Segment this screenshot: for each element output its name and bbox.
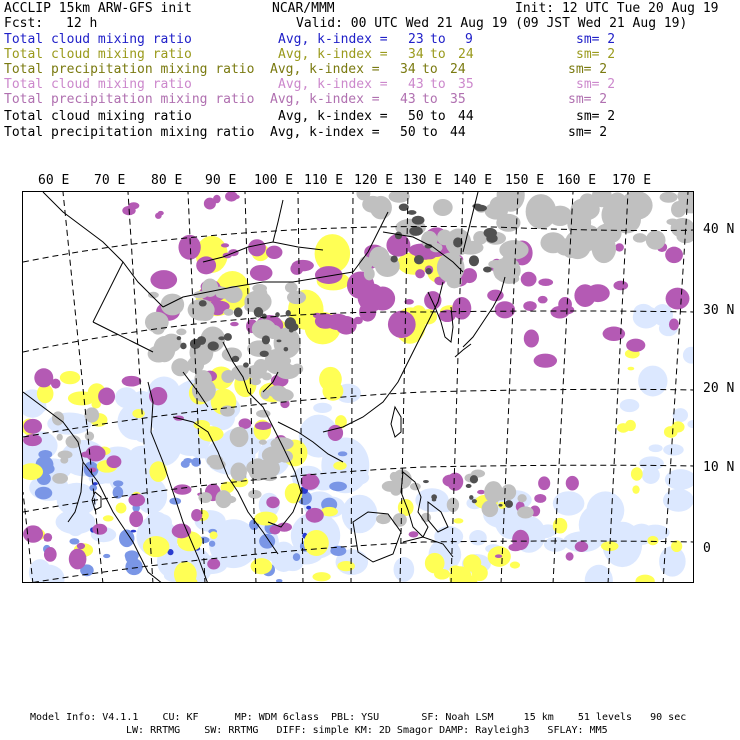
cloud-field-yellow bbox=[132, 409, 144, 418]
cloud-field-light bbox=[683, 347, 694, 364]
model-info-line2: LW: RRTMG SW: RRTMG DIFF: simple KM: 2D Smagor DAMP: Rayleigh3 SFLAY: MM5 bbox=[126, 725, 608, 736]
cloud-field-dark-gray bbox=[260, 351, 269, 357]
cloud-field-dark-gray bbox=[391, 256, 398, 263]
cloud-field-dark-gray bbox=[423, 480, 429, 483]
cloud-field-gray bbox=[389, 192, 410, 203]
cloud-field-purple bbox=[204, 198, 216, 210]
cloud-field-light bbox=[663, 444, 684, 455]
legend-k2: 35 bbox=[458, 77, 474, 92]
cloud-field-yellow bbox=[210, 531, 218, 539]
cloud-field-yellow bbox=[631, 467, 643, 481]
cloud-field-gray bbox=[230, 462, 247, 481]
cloud-field-gray bbox=[256, 410, 270, 418]
lon-label: 150 E bbox=[505, 173, 545, 188]
cloud-field-light bbox=[639, 456, 664, 470]
cloud-field-purple bbox=[306, 508, 324, 523]
cloud-field-yellow bbox=[304, 530, 329, 556]
cloud-field-light bbox=[620, 399, 640, 412]
cloud-field-yellow bbox=[510, 562, 520, 569]
cloud-field-purple bbox=[615, 243, 624, 251]
lon-label: 60 E bbox=[38, 173, 70, 188]
cloud-field-purple bbox=[538, 296, 548, 303]
cloud-field-gray bbox=[517, 494, 526, 502]
cloud-field-mid bbox=[276, 579, 283, 583]
lon-label: 160 E bbox=[557, 173, 597, 188]
valid-time: Valid: 00 UTC Wed 21 Aug 19 (09 JST Wed 21 Aug 19) bbox=[296, 16, 688, 31]
cloud-field-yellow bbox=[103, 515, 114, 521]
legend-to: to bbox=[422, 92, 438, 107]
legend-avg: Avg, k-index = bbox=[278, 47, 388, 62]
cloud-field-purple bbox=[370, 287, 395, 311]
mixing-ratio-fields bbox=[23, 192, 694, 583]
cloud-field-gray bbox=[171, 358, 189, 376]
cloud-field-gray bbox=[382, 481, 399, 492]
cloud-field-purple bbox=[669, 318, 679, 330]
cloud-field-gray bbox=[230, 427, 249, 447]
cloud-field-gray bbox=[194, 370, 212, 389]
legend-sm: sm= 2 bbox=[568, 62, 608, 77]
cloud-field-dark-gray bbox=[284, 347, 289, 351]
cloud-field-dark bbox=[131, 530, 137, 533]
cloud-field-purple bbox=[172, 524, 191, 539]
cloud-field-mid bbox=[113, 486, 124, 498]
center-label: NCAR/MMM bbox=[272, 1, 335, 16]
cloud-field-light bbox=[586, 491, 624, 529]
cloud-field-purple bbox=[44, 547, 57, 562]
cloud-field-gray bbox=[57, 434, 63, 441]
cloud-field-gray bbox=[501, 484, 516, 500]
cloud-field-light bbox=[649, 444, 663, 452]
cloud-field-dark-gray bbox=[180, 343, 186, 350]
cloud-field-purple bbox=[388, 311, 416, 338]
cloud-field-mid bbox=[338, 451, 348, 456]
fcst-value: 12 h bbox=[66, 16, 98, 31]
legend-to: to bbox=[430, 109, 446, 124]
cloud-field-purple bbox=[250, 265, 273, 281]
cloud-field-gray bbox=[246, 460, 264, 475]
cloud-field-gray bbox=[646, 230, 666, 249]
legend-sm: sm= 2 bbox=[568, 125, 608, 140]
cloud-field-dark bbox=[93, 482, 98, 485]
lon-label: 130 E bbox=[403, 173, 443, 188]
lon-label: 70 E bbox=[94, 173, 126, 188]
cloud-field-gray bbox=[482, 500, 499, 517]
cloud-field-purple bbox=[613, 281, 628, 291]
cloud-field-dark-gray bbox=[177, 336, 181, 340]
cloud-field-purple bbox=[538, 278, 553, 286]
cloud-field-purple bbox=[575, 541, 589, 552]
legend-avg: Avg, k-index = bbox=[278, 109, 388, 124]
cloud-field-purple bbox=[173, 484, 191, 494]
cloud-field-yellow bbox=[149, 461, 167, 482]
cloud-field-purple bbox=[122, 376, 142, 387]
cloud-field-gray bbox=[176, 329, 186, 336]
cloud-field-purple bbox=[191, 509, 202, 521]
legend-to: to bbox=[430, 32, 446, 47]
cloud-field-purple bbox=[207, 558, 220, 569]
cloud-field-purple bbox=[225, 192, 238, 202]
cloud-field-purple bbox=[34, 368, 53, 387]
cloud-field-gray bbox=[261, 389, 270, 399]
legend-sm: sm= 2 bbox=[568, 92, 608, 107]
legend-field: Total precipitation mixing ratio bbox=[4, 92, 255, 107]
cloud-field-purple bbox=[86, 445, 106, 461]
cloud-field-gray bbox=[52, 473, 68, 484]
cloud-field-mid bbox=[69, 538, 79, 544]
cloud-field-dark-gray bbox=[475, 205, 487, 212]
cloud-field-yellow bbox=[625, 420, 636, 431]
cloud-field-gray bbox=[58, 451, 73, 459]
cloud-field-purple bbox=[266, 497, 279, 509]
cloud-field-gray bbox=[198, 492, 212, 503]
cloud-field-light bbox=[394, 557, 415, 582]
cloud-field-purple bbox=[443, 475, 458, 487]
cloud-field-purple bbox=[495, 554, 502, 558]
cloud-field-yellow bbox=[635, 575, 654, 583]
cloud-field-purple bbox=[248, 239, 266, 256]
legend-to: to bbox=[422, 125, 438, 140]
cloud-field-dark-gray bbox=[412, 216, 425, 225]
legend-to: to bbox=[430, 47, 446, 62]
cloud-field-gray bbox=[526, 194, 557, 229]
cloud-field-yellow bbox=[312, 572, 330, 581]
cloud-field-purple bbox=[566, 552, 574, 560]
cloud-field-gray bbox=[393, 513, 407, 527]
cloud-field-purple bbox=[523, 301, 536, 311]
cloud-field-purple bbox=[24, 419, 42, 434]
legend-k2: 44 bbox=[450, 125, 466, 140]
cloud-field-yellow bbox=[628, 367, 635, 371]
legend-avg: Avg, k-index = bbox=[270, 62, 380, 77]
legend-k2: 35 bbox=[450, 92, 466, 107]
cloud-field-gray bbox=[254, 286, 267, 301]
cloud-field-yellow bbox=[143, 536, 169, 557]
lat-label: 20 N bbox=[703, 381, 735, 396]
cloud-field-purple bbox=[301, 474, 320, 490]
cloud-field-purple bbox=[292, 260, 314, 271]
lon-label: 80 E bbox=[151, 173, 183, 188]
cloud-field-dark-gray bbox=[432, 498, 437, 501]
cloud-field-dark-gray bbox=[262, 314, 267, 320]
cloud-field-yellow bbox=[664, 426, 678, 438]
cloud-field-mid bbox=[113, 480, 123, 486]
cloud-field-purple bbox=[495, 301, 515, 318]
cloud-field-purple bbox=[566, 476, 579, 491]
cloud-field-purple bbox=[155, 213, 162, 219]
cloud-field-mid bbox=[125, 551, 138, 564]
cloud-field-gray bbox=[148, 345, 170, 362]
cloud-field-dark-gray bbox=[505, 500, 513, 508]
cloud-field-mid bbox=[209, 541, 215, 547]
cloud-field-gray bbox=[595, 223, 621, 243]
legend-field: Total precipitation mixing ratio bbox=[4, 125, 255, 140]
cloud-field-purple bbox=[315, 266, 343, 284]
cloud-field-dark-gray bbox=[470, 476, 476, 482]
legend-sm: sm= 2 bbox=[576, 109, 616, 124]
legend-field: Total precipitation mixing ratio bbox=[4, 62, 255, 77]
cloud-field-dark-gray bbox=[224, 333, 232, 341]
cloud-field-mid bbox=[183, 458, 192, 463]
cloud-field-yellow bbox=[91, 400, 100, 408]
cloud-field-dark-gray bbox=[426, 268, 432, 275]
cloud-field-yellow bbox=[454, 518, 464, 523]
cloud-field-purple bbox=[23, 525, 43, 542]
cloud-field-purple bbox=[255, 422, 272, 430]
cloud-field-gray bbox=[517, 506, 534, 518]
cloud-field-gray bbox=[447, 275, 462, 288]
product-title: ACCLIP 15km ARW-GFS init bbox=[4, 1, 192, 16]
legend-k2: 24 bbox=[450, 62, 466, 77]
cloud-field-yellow bbox=[553, 518, 567, 534]
legend-sm: sm= 2 bbox=[576, 32, 616, 47]
legend-field: Total cloud mixing ratio bbox=[4, 32, 192, 47]
legend-k2: 44 bbox=[458, 109, 474, 124]
cloud-field-gray bbox=[268, 386, 287, 398]
init-time: Init: 12 UTC Tue 20 Aug 19 bbox=[515, 1, 719, 16]
cloud-field-light bbox=[130, 446, 156, 462]
cloud-field-purple bbox=[534, 494, 546, 503]
legend-k1: 43 bbox=[408, 77, 424, 92]
legend-k1: 50 bbox=[400, 125, 416, 140]
cloud-field-mid bbox=[329, 482, 347, 492]
legend-field: Total cloud mixing ratio bbox=[4, 109, 192, 124]
cloud-field-dark-gray bbox=[289, 323, 299, 331]
cloud-field-light bbox=[673, 408, 688, 422]
legend-avg: Avg, k-index = bbox=[270, 92, 380, 107]
cloud-field-gray bbox=[231, 365, 250, 379]
cloud-field-yellow bbox=[116, 503, 127, 514]
cloud-field-dark-gray bbox=[234, 307, 243, 317]
cloud-field-purple bbox=[51, 379, 61, 389]
cloud-field-purple bbox=[665, 247, 683, 263]
cloud-field-gray bbox=[285, 282, 298, 293]
map-canvas bbox=[23, 192, 694, 583]
cloud-field-yellow bbox=[251, 558, 273, 574]
cloud-field-dark-gray bbox=[277, 339, 282, 342]
legend-k1: 50 bbox=[408, 109, 424, 124]
legend-field: Total cloud mixing ratio bbox=[4, 47, 192, 62]
cloud-field-purple bbox=[603, 327, 626, 341]
lat-label: 40 N bbox=[703, 222, 735, 237]
lon-label: 170 E bbox=[612, 173, 652, 188]
cloud-field-purple bbox=[456, 301, 468, 311]
cloud-field-dark-gray bbox=[409, 226, 423, 236]
cloud-field-light bbox=[638, 366, 667, 397]
cloud-field-light bbox=[56, 510, 96, 535]
cloud-field-purple bbox=[354, 317, 363, 324]
cloud-field-purple bbox=[230, 322, 239, 326]
cloud-field-dark-gray bbox=[472, 499, 477, 503]
legend-field: Total cloud mixing ratio bbox=[4, 77, 192, 92]
cloud-field-gray bbox=[499, 240, 528, 259]
cloud-field-yellow bbox=[434, 569, 450, 580]
cloud-field-gray bbox=[202, 278, 218, 296]
cloud-field-purple bbox=[409, 531, 419, 537]
lat-label: 0 bbox=[703, 541, 711, 556]
cloud-field-yellow bbox=[254, 512, 277, 526]
cloud-field-purple bbox=[534, 354, 557, 368]
cloud-field-gray bbox=[433, 199, 453, 216]
cloud-field-light bbox=[313, 403, 332, 413]
cloud-field-purple bbox=[574, 284, 595, 307]
cloud-field-gray bbox=[633, 233, 647, 242]
lon-label: 120 E bbox=[354, 173, 394, 188]
cloud-field-purple bbox=[336, 316, 357, 335]
lat-label: 30 N bbox=[703, 303, 735, 318]
cloud-field-purple bbox=[666, 288, 690, 310]
cloud-field-gray bbox=[248, 490, 261, 499]
legend-to: to bbox=[430, 77, 446, 92]
legend-avg: Avg, k-index = bbox=[278, 77, 388, 92]
legend-avg: Avg, k-index = bbox=[278, 32, 388, 47]
cloud-field-gray bbox=[85, 431, 94, 440]
cloud-field-gray bbox=[369, 247, 390, 269]
lon-label: 140 E bbox=[453, 173, 493, 188]
cloud-field-gray bbox=[580, 193, 595, 207]
cloud-field-purple bbox=[415, 269, 425, 278]
cloud-field-purple bbox=[266, 246, 282, 259]
cloud-field-gray bbox=[254, 359, 269, 374]
cloud-field-dark-gray bbox=[499, 504, 503, 507]
legend-k1: 43 bbox=[400, 92, 416, 107]
cloud-field-dark-gray bbox=[469, 255, 479, 266]
lon-label: 110 E bbox=[304, 173, 344, 188]
cloud-field-gray bbox=[224, 309, 234, 316]
legend-k1: 34 bbox=[408, 47, 424, 62]
cloud-field-gray bbox=[437, 229, 452, 245]
cloud-field-light bbox=[659, 546, 686, 576]
cloud-field-light bbox=[687, 420, 694, 428]
forecast-map bbox=[22, 191, 694, 583]
cloud-field-gray bbox=[490, 196, 509, 212]
cloud-field-gray bbox=[671, 218, 694, 238]
cloud-field-dark-gray bbox=[407, 210, 416, 215]
cloud-field-gray bbox=[565, 233, 591, 259]
cloud-field-purple bbox=[98, 388, 115, 406]
cloud-field-yellow bbox=[333, 462, 346, 470]
cloud-field-purple bbox=[128, 494, 145, 507]
legend-k2: 24 bbox=[458, 47, 474, 62]
cloud-field-dark-gray bbox=[199, 300, 207, 306]
cloud-field-light bbox=[342, 495, 378, 533]
legend-k2: 9 bbox=[465, 32, 473, 47]
fcst-label: Fcst: bbox=[4, 16, 44, 31]
cloud-field-dark-gray bbox=[218, 336, 225, 340]
cloud-field-gray bbox=[145, 312, 169, 333]
cloud-field-purple bbox=[221, 243, 229, 247]
legend-sm: sm= 2 bbox=[576, 47, 616, 62]
cloud-field-dark-gray bbox=[414, 255, 424, 264]
cloud-field-yellow bbox=[632, 485, 639, 493]
cloud-field-purple bbox=[69, 549, 87, 570]
legend-k1: 23 bbox=[408, 32, 424, 47]
cloud-field-purple bbox=[538, 476, 550, 490]
cloud-field-gray bbox=[161, 294, 185, 316]
cloud-field-dark-gray bbox=[262, 335, 270, 344]
cloud-field-yellow bbox=[647, 536, 658, 545]
legend-avg: Avg, k-index = bbox=[270, 125, 380, 140]
cloud-field-purple bbox=[106, 455, 121, 468]
cloud-field-purple bbox=[508, 544, 522, 552]
cloud-field-purple bbox=[44, 538, 51, 542]
cloud-field-purple bbox=[23, 434, 42, 446]
cloud-field-gray bbox=[540, 232, 565, 253]
cloud-field-purple bbox=[626, 339, 645, 352]
cloud-field-purple bbox=[521, 272, 537, 287]
cloud-field-mid bbox=[293, 553, 300, 561]
cloud-field-gray bbox=[660, 192, 678, 203]
lon-label: 90 E bbox=[205, 173, 237, 188]
cloud-field-gray bbox=[259, 440, 267, 445]
lat-label: 10 N bbox=[703, 460, 735, 475]
cloud-field-gray bbox=[421, 513, 431, 522]
cloud-field-mid bbox=[35, 487, 52, 500]
model-info-line1: Model Info: V4.1.1 CU: KF MP: WDM 6class PBL: YSU SF: Noah LSM 15 km 51 levels 90 sec bbox=[30, 712, 687, 723]
cloud-field-mid bbox=[103, 554, 110, 558]
cloud-field-dark-gray bbox=[208, 341, 219, 350]
legend-to: to bbox=[422, 62, 438, 77]
cloud-field-yellow bbox=[337, 561, 355, 571]
cloud-field-purple bbox=[315, 314, 336, 329]
cloud-field-dark-gray bbox=[466, 484, 472, 488]
cloud-field-gray bbox=[276, 364, 299, 379]
cloud-field-gray bbox=[215, 490, 231, 508]
cloud-field-purple bbox=[150, 270, 177, 289]
cloud-field-gray bbox=[270, 437, 293, 450]
cloud-field-dark-gray bbox=[197, 336, 206, 345]
cloud-field-dark-gray bbox=[484, 228, 497, 238]
cloud-field-purple bbox=[477, 490, 485, 494]
cloud-field-purple bbox=[524, 329, 539, 347]
legend-sm: sm= 2 bbox=[576, 77, 616, 92]
cloud-field-dark-gray bbox=[469, 495, 473, 500]
cloud-field-purple bbox=[129, 511, 143, 527]
cloud-field-dark-gray bbox=[483, 267, 492, 273]
cloud-field-light bbox=[469, 530, 487, 545]
lon-label: 100 E bbox=[254, 173, 294, 188]
cloud-field-gray bbox=[277, 356, 291, 365]
cloud-field-dark-gray bbox=[286, 310, 291, 316]
cloud-field-purple bbox=[77, 543, 85, 549]
cloud-field-purple bbox=[92, 524, 107, 535]
legend-k1: 34 bbox=[400, 62, 416, 77]
cloud-field-yellow bbox=[60, 371, 80, 384]
cloud-field-light bbox=[115, 387, 138, 408]
cloud-field-dark-gray bbox=[243, 362, 249, 367]
